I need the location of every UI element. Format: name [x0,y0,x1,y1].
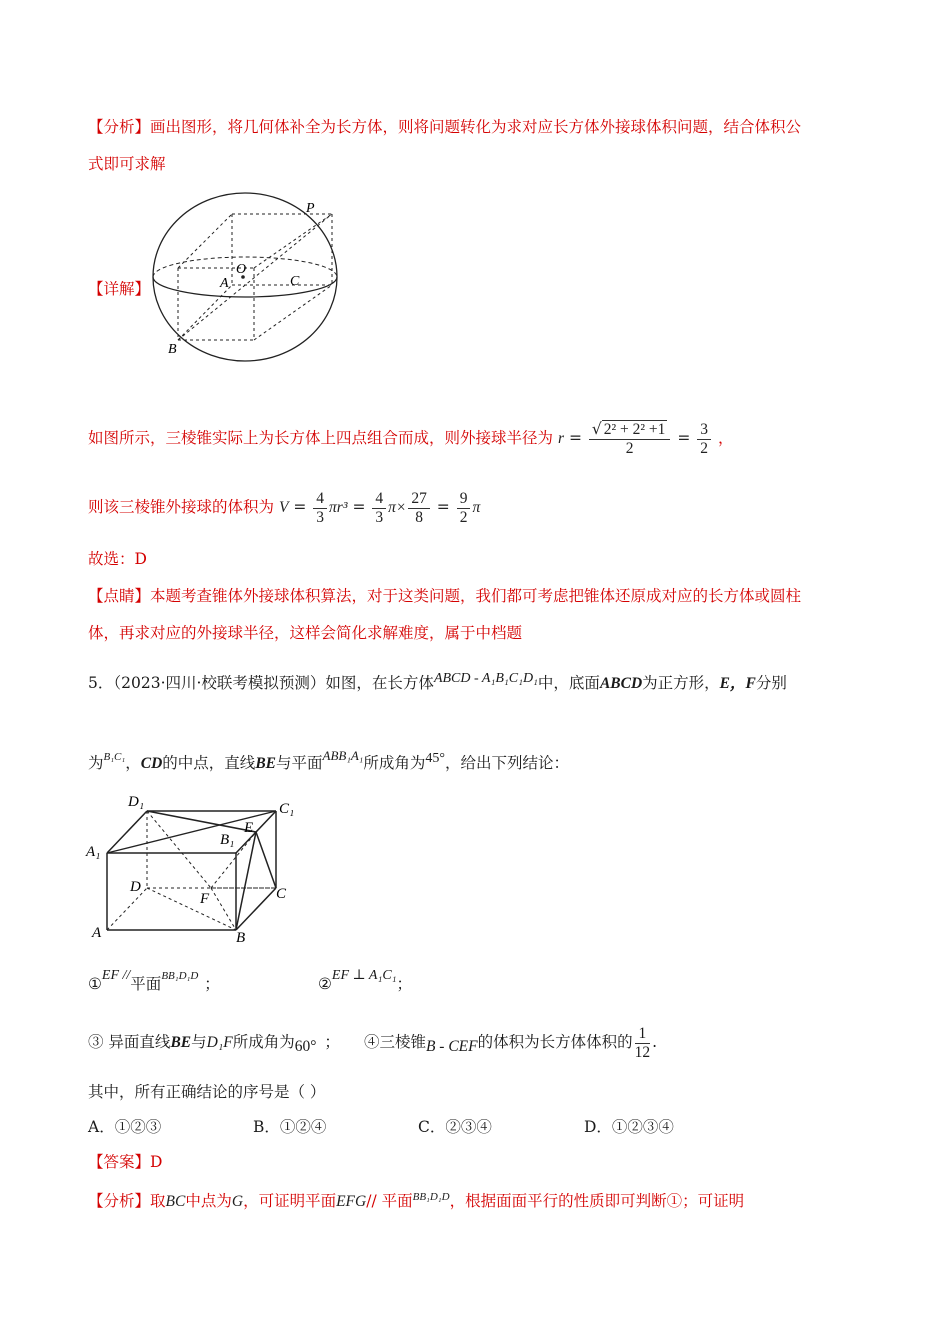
analysis-tag: 【分析】 [88,118,151,136]
label-c1: C₁ [279,801,295,817]
radius-line [88,418,734,459]
volume-prefix: 则该三棱锥外接球的体积为 [88,498,275,516]
label-d1: D₁ [128,794,145,810]
label-f: F [200,891,210,907]
option-c[interactable]: C．②③④ [418,1118,492,1136]
statement-3-4: ③ 异面直线BE与D₁F所成角为60° ； ④三棱锥B - CEF的体积为长方体体积的 $\frac{1}{12}$ . [88,1024,658,1061]
equator-front [153,277,337,297]
answer-line [88,1151,162,1173]
analysis2-line: 【分析】取BC中点为G，可证明平面EFG// 平面$^{BB_1D_1D}$，根据面面平行的性质即可判断①；可证明 [88,1191,745,1210]
radius-den: 2 [625,440,634,457]
sphere-box-figure [150,190,350,365]
statement-1: ①EF //平面$^{BB_1D_1D}$ ； [88,968,220,993]
radius-r: r [557,430,564,447]
comment-paragraph: 【点睛】本题考查锥体外接球体积算法，对于这类问题，我们都可考虑把锥体还原成对应的长方体或圆柱 [88,587,802,605]
option-b[interactable]: B．①②④ [253,1118,327,1136]
volume-formula: V = $\frac{4}{3}$ πr³ = $\frac{4}{3}$ π× $\frac{27}{8}$ = $\frac{9}{2}$ π [278,489,481,526]
radius-eq2: = [677,429,691,447]
choose-line: 故选：D [88,550,147,568]
label-c: C [276,886,287,902]
label-d: D [130,879,141,895]
question-number: 5． [88,674,114,692]
answer-tag: 【答案】 [88,1153,151,1171]
comment-tag: 【点睛】 [88,587,151,605]
label-c: C [290,274,300,289]
volume-line [88,487,480,528]
analysis-paragraph [88,116,801,138]
radius-result: $\frac{3}{2}$ [697,421,711,458]
question-5-line2: 为$^{B_1C_1}$，CD的中点，直线BE与平面$^{ABB_1A_1}$所成角为45°，给出下列结论： [88,748,569,772]
label-a: A [92,925,102,941]
analysis-text-line1: 画出图形，将几何体补全为长方体，则将问题转化为求对应长方体外接球体积问题，结合体积公 [150,118,802,136]
option-a[interactable]: A．①②③ [88,1118,162,1136]
label-b: B [236,930,246,946]
label-b: B [168,342,177,357]
question-5-line1: 5．（2023·四川·校联考模拟预测）如图，在长方体ABCD - A₁B₁C₁D₁中，底面ABCD为正方形，E，F分别 [88,671,787,692]
radius-eq: = [568,429,582,447]
label-a: A [220,276,229,291]
radius-suffix: ， [717,429,734,447]
analysis-paragraph-cont [88,153,166,175]
answer-value: D [150,1153,163,1171]
label-a1: A₁ [86,844,101,860]
radius-fraction [589,420,671,458]
radius-formula [557,420,718,457]
detail-tag: 【详解】 [88,280,151,298]
option-d[interactable]: D．①②③④ [584,1118,674,1136]
question-prompt: 其中，所有正确结论的序号是（ ） [88,1083,326,1101]
label-p: P [306,201,315,216]
cuboid-figure [84,788,304,948]
radius-sqrt: √ 2² + 2² +1 [589,420,671,440]
label-b1: B₁ [220,832,235,848]
radius-prefix: 如图所示，三棱锥实际上为长方体上四点组合而成，则外接球半径为 [88,429,554,447]
label-e: E [244,820,254,836]
statement-2: ②EF ⊥ A₁C₁； [318,968,413,993]
comment-paragraph-cont: 体，再求对应的外接球半径，这样会简化求解难度，属于中档题 [88,624,523,642]
label-o: O [236,262,247,277]
sphere-outline [153,193,337,361]
analysis-text-line2: 式即可求解 [88,155,166,173]
